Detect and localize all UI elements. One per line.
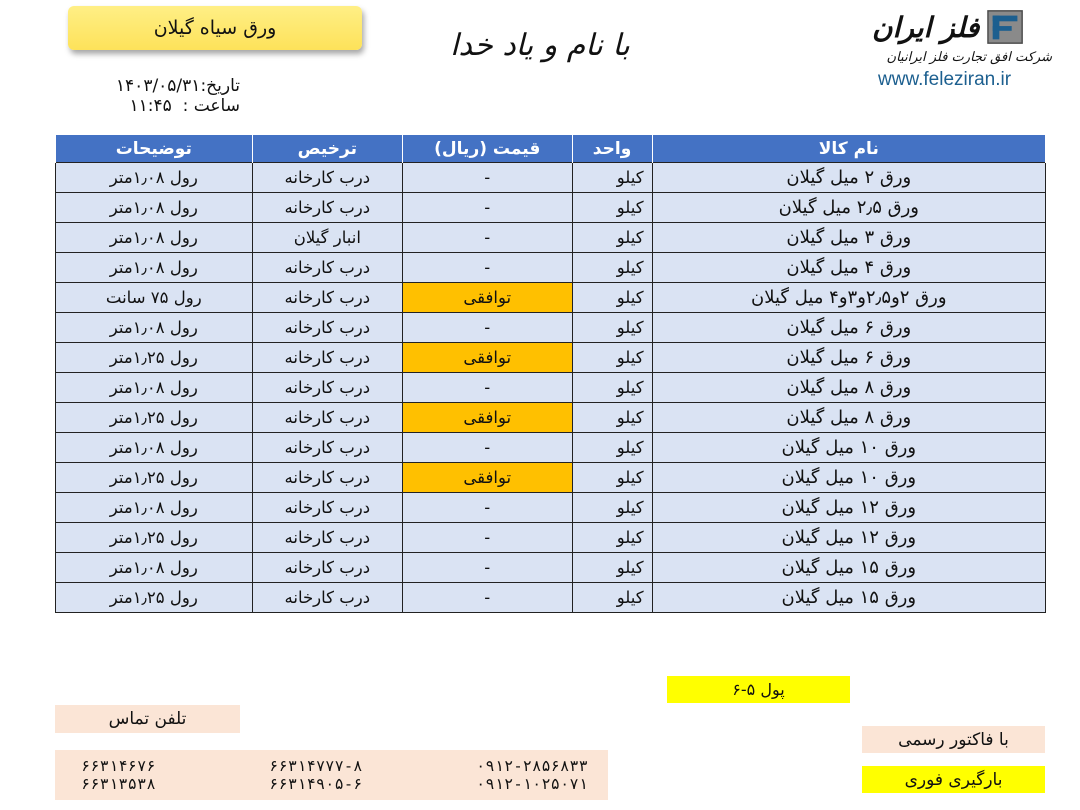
table-row [56, 583, 1046, 613]
table-body [56, 163, 1046, 613]
bismillah-heading: با نام و یاد خدا [450, 28, 630, 63]
product-name-cell: ورق ۴ میل گیلان [652, 253, 1045, 283]
product-name-cell: ورق ۲ میل گیلان [652, 163, 1045, 193]
product-name-cell: ورق ۲٫۵ میل گیلان [652, 193, 1045, 223]
product-name-cell: ورق ۸ میل گیلان [652, 373, 1045, 403]
time-label: ساعت : [182, 96, 240, 116]
price-cell: - [403, 253, 572, 283]
time-line [86, 96, 240, 116]
product-name-cell: ورق ۱۲ میل گیلان [652, 523, 1045, 553]
delivery-cell: درب کارخانه [252, 373, 402, 403]
date-time-block [86, 76, 240, 116]
price-cell: - [403, 583, 572, 613]
title-tab-label: ورق سیاه گیلان [153, 17, 277, 39]
header-description: توضیحات [56, 135, 253, 163]
delivery-cell: درب کارخانه [252, 493, 402, 523]
price-table [55, 135, 1046, 613]
price-cell: - [403, 163, 572, 193]
description-cell: رول ۱٫۰۸متر [56, 373, 253, 403]
unit-cell: کیلو [572, 583, 652, 613]
table-row [56, 343, 1046, 373]
product-name-cell: ورق ۸ میل گیلان [652, 403, 1045, 433]
unit-cell: کیلو [572, 463, 652, 493]
phone-numbers-box [55, 750, 608, 800]
unit-cell: کیلو [572, 433, 652, 463]
time-value: ۱۱:۴۵ [129, 96, 172, 116]
logo-subtitle: شرکت افق تجارت فلز ایرانیان [886, 50, 1052, 65]
pul-badge [667, 676, 850, 703]
product-name-cell: ورق ۱۰ میل گیلان [652, 463, 1045, 493]
table-row [56, 283, 1046, 313]
product-name-cell: ورق ۱۵ میل گیلان [652, 553, 1045, 583]
description-cell: رول ۱٫۰۸متر [56, 433, 253, 463]
header-delivery: ترخیص [252, 135, 402, 163]
table-row [56, 253, 1046, 283]
unit-cell: کیلو [572, 163, 652, 193]
delivery-cell: درب کارخانه [252, 163, 402, 193]
date-label: تاریخ: [200, 76, 240, 96]
description-cell: رول ۱٫۲۵متر [56, 343, 253, 373]
website-link[interactable]: www.feleziran.ir [878, 69, 1012, 90]
unit-cell: کیلو [572, 343, 652, 373]
logo-f-icon [987, 8, 1025, 46]
table-row [56, 553, 1046, 583]
description-cell: رول ۷۵ سانت [56, 283, 253, 313]
table-row [56, 163, 1046, 193]
delivery-cell: درب کارخانه [252, 343, 402, 373]
company-logo [872, 8, 1052, 132]
table-row [56, 463, 1046, 493]
logo-name: فلز ایران [872, 10, 980, 44]
delivery-cell: درب کارخانه [252, 313, 402, 343]
description-cell: رول ۱٫۲۵متر [56, 583, 253, 613]
title-tab [68, 6, 362, 50]
price-cell: توافقی [403, 403, 572, 433]
product-name-cell: ورق ۲و۲٫۵و۳و۴ میل گیلان [652, 283, 1045, 313]
description-cell: رول ۱٫۲۵متر [56, 523, 253, 553]
pul-label: پول ۵-۶ [732, 680, 785, 699]
product-name-cell: ورق ۱۵ میل گیلان [652, 583, 1045, 613]
description-cell: رول ۱٫۰۸متر [56, 493, 253, 523]
description-cell: رول ۱٫۰۸متر [56, 193, 253, 223]
price-cell: - [403, 313, 572, 343]
description-cell: رول ۱٫۲۵متر [56, 403, 253, 433]
table-row [56, 223, 1046, 253]
description-cell: رول ۱٫۲۵متر [56, 463, 253, 493]
delivery-cell: درب کارخانه [252, 433, 402, 463]
price-cell: توافقی [403, 343, 572, 373]
price-cell: - [403, 553, 572, 583]
header-unit: واحد [572, 135, 652, 163]
product-name-cell: ورق ۶ میل گیلان [652, 313, 1045, 343]
table-row [56, 403, 1046, 433]
description-cell: رول ۱٫۰۸متر [56, 313, 253, 343]
price-cell: - [403, 493, 572, 523]
unit-cell: کیلو [572, 553, 652, 583]
description-cell: رول ۱٫۰۸متر [56, 253, 253, 283]
instant-loading-badge [862, 766, 1045, 793]
table-header-row [56, 135, 1046, 163]
delivery-cell: درب کارخانه [252, 403, 402, 433]
price-cell: - [403, 373, 572, 403]
table-row [56, 433, 1046, 463]
phone-column-mobile [476, 757, 588, 793]
table-row [56, 493, 1046, 523]
price-cell: - [403, 223, 572, 253]
table-row [56, 313, 1046, 343]
price-cell: توافقی [403, 463, 572, 493]
product-name-cell: ورق ۳ میل گیلان [652, 223, 1045, 253]
product-name-cell: ورق ۶ میل گیلان [652, 343, 1045, 373]
unit-cell: کیلو [572, 313, 652, 343]
unit-cell: کیلو [572, 403, 652, 433]
price-cell: توافقی [403, 283, 572, 313]
description-cell: رول ۱٫۰۸متر [56, 223, 253, 253]
header-name: نام کالا [652, 135, 1045, 163]
unit-cell: کیلو [572, 373, 652, 403]
delivery-cell: درب کارخانه [252, 283, 402, 313]
instant-loading-label: بارگیری فوری [904, 769, 1003, 790]
unit-cell: کیلو [572, 523, 652, 553]
contact-label-box [55, 705, 240, 733]
phone-number[interactable]: ۰۹۱۲-۲۸۵۶۸۳۳ [476, 757, 588, 775]
phone-number[interactable]: ۰۹۱۲-۱۰۲۵۰۷۱ [476, 775, 588, 793]
table-row [56, 193, 1046, 223]
delivery-cell: درب کارخانه [252, 523, 402, 553]
contact-label: تلفن تماس [108, 709, 187, 729]
phone-number[interactable]: ۶۶۳۱۴۹۰۵-۶ [269, 775, 363, 793]
price-cell: - [403, 433, 572, 463]
product-name-cell: ورق ۱۲ میل گیلان [652, 493, 1045, 523]
unit-cell: کیلو [572, 253, 652, 283]
delivery-cell: درب کارخانه [252, 553, 402, 583]
logo-row [872, 8, 1052, 46]
date-value: ۱۴۰۳/۰۵/۳۱ [115, 76, 201, 96]
price-cell: - [403, 523, 572, 553]
phone-column-landline-2 [269, 757, 362, 793]
unit-cell: کیلو [572, 493, 652, 523]
description-cell: رول ۱٫۰۸متر [56, 553, 253, 583]
phone-number[interactable]: ۶۶۳۱۳۵۳۸ [81, 775, 156, 793]
price-cell: - [403, 193, 572, 223]
unit-cell: کیلو [572, 283, 652, 313]
phone-column-landline-1 [81, 757, 156, 793]
delivery-cell: درب کارخانه [252, 193, 402, 223]
table-row [56, 523, 1046, 553]
header-price: قیمت (ریال) [403, 135, 572, 163]
delivery-cell: درب کارخانه [252, 463, 402, 493]
unit-cell: کیلو [572, 193, 652, 223]
phone-number[interactable]: ۶۶۳۱۴۶۷۶ [81, 757, 156, 775]
product-name-cell: ورق ۱۰ میل گیلان [652, 433, 1045, 463]
official-invoice-badge [862, 726, 1045, 753]
table-row [56, 373, 1046, 403]
phone-number[interactable]: ۶۶۳۱۴۷۷۷-۸ [269, 757, 363, 775]
delivery-cell: انبار گیلان [252, 223, 402, 253]
delivery-cell: درب کارخانه [252, 583, 402, 613]
date-line [86, 76, 240, 96]
official-invoice-label: با فاکتور رسمی [898, 729, 1009, 750]
unit-cell: کیلو [572, 223, 652, 253]
delivery-cell: درب کارخانه [252, 253, 402, 283]
description-cell: رول ۱٫۰۸متر [56, 163, 253, 193]
